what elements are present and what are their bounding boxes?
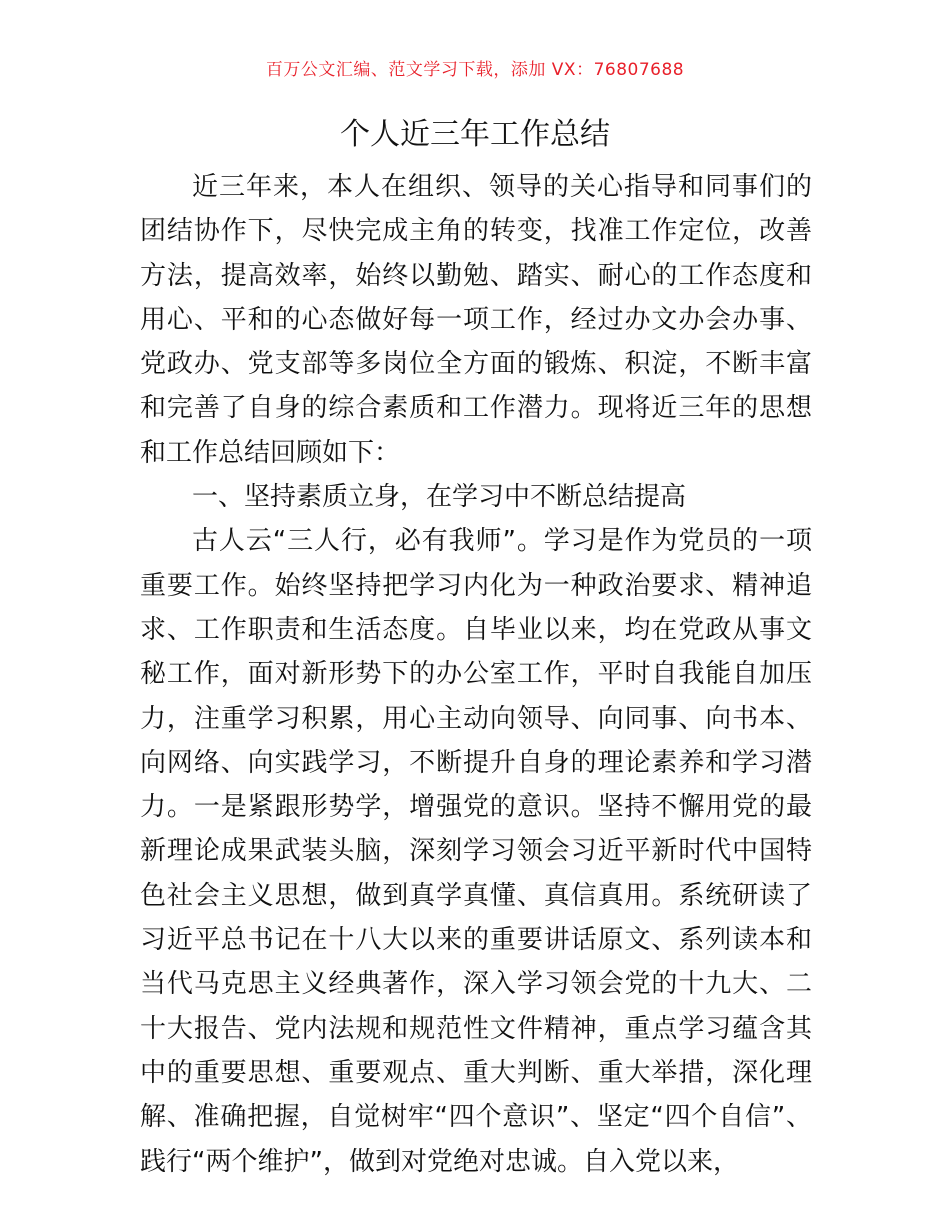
document-body bbox=[140, 165, 812, 1184]
section-paragraph: 古人云“三人行，必有我师”。学习是作为党员的一项重要工作。始终坚持把学习内化为一种政治要求、精神追求、工作职责和生活态度。自毕业以来，均在党政从事文秘工作，面对新形势下的办公室工作，平时自我能自加压力，注重学习积累，用心主动向领导、向同事、向书本、向网络、向实践学习，不断提升自身的理论素养和学习潜力。一是紧跟形势学，增强党的意识。坚持不懈用党的最新理论成果武装头脑，深刻学习领会习近平新时代中国特色社会主义思想，做到真学真懂、真信真用。系统研读了习近平总书记在十八大以来的重要讲话原文、系列读本和当代马克思主义经典著作，深入学习领会党的十九大、二十大报告、党内法规和规范性文件精神，重点学习蕴含其中的重要思想、重要观点、重大判断、重大举措，深化理解、准确把握，自觉树牢“四个意识”、坚定“四个自信”、践行“两个维护”，做到对党绝对忠诚。自入党以来， bbox=[140, 526, 812, 1177]
section-heading: 一、坚持素质立身，在学习中不断总结提高 bbox=[192, 482, 687, 513]
document-title: 个人近三年工作总结 bbox=[340, 117, 610, 152]
header-banner: 百万公文汇编、范文学习下载，添加 VX：76807688 bbox=[265, 60, 685, 80]
intro-paragraph: 近三年来，本人在组织、领导的关心指导和同事们的团结协作下，尽快完成主角的转变，找准工作定位，改善方法，提高效率，始终以勤勉、踏实、耐心的工作态度和用心、平和的心态做好每一项工作，经过办文办会办事、党政办、党支部等多岗位全方面的锻炼、积淀，不断丰富和完善了自身的综合素质和工作潜力。现将近三年的思想和工作总结回顾如下： bbox=[140, 172, 812, 468]
